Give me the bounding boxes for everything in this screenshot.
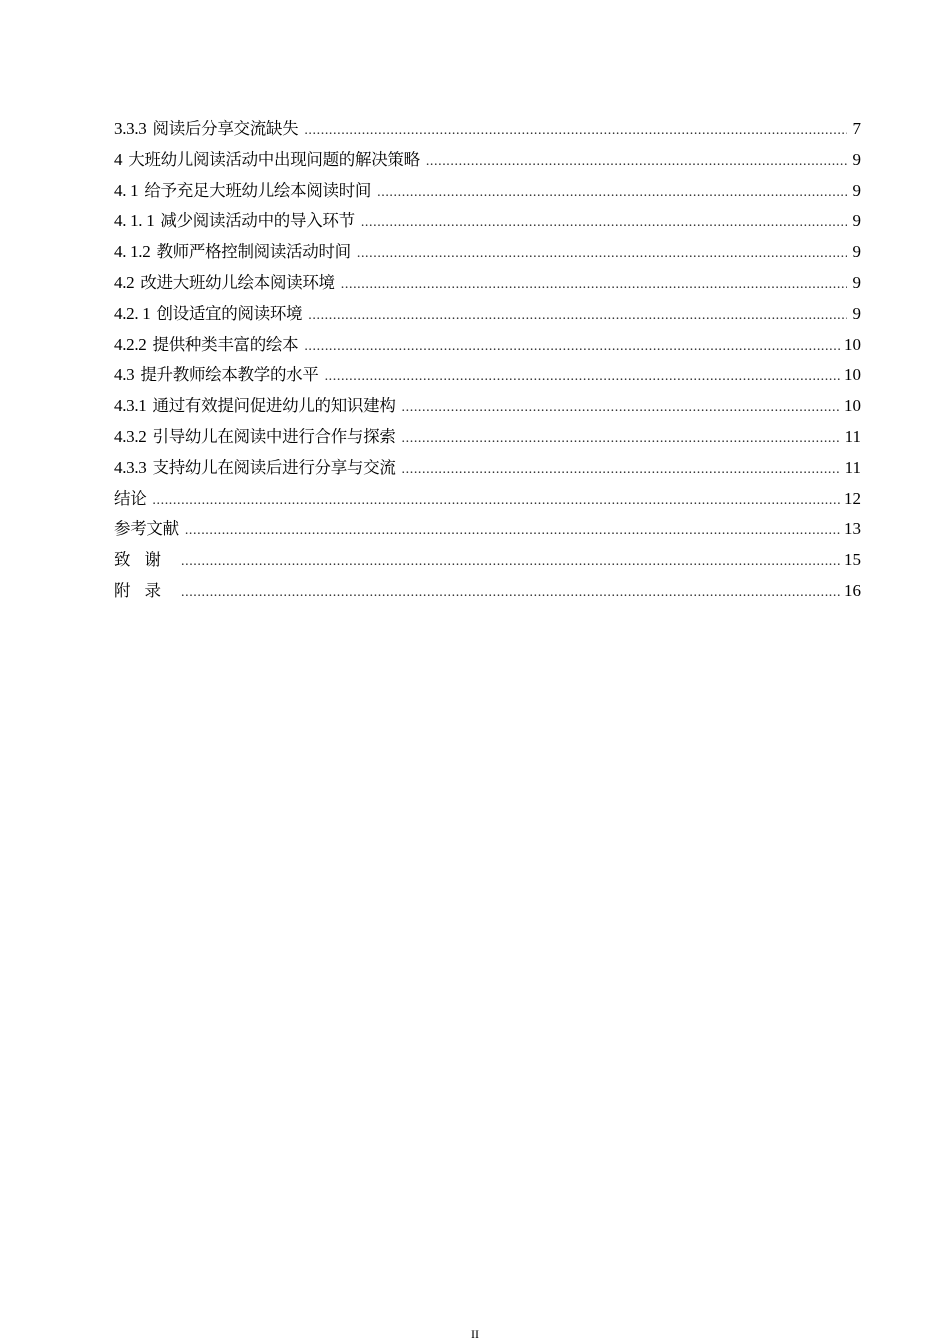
toc-section-number: 4.3.1 <box>114 396 147 416</box>
toc-section-title: 创设适宜的阅读环境 <box>156 303 303 323</box>
toc-page-number: 9 <box>852 272 861 292</box>
toc-page-number: 10 <box>844 396 861 416</box>
toc-entry-4-3[interactable] <box>114 360 861 391</box>
toc-entry-acknowledgements[interactable] <box>114 545 861 576</box>
toc-section-number: 4 <box>114 149 123 169</box>
toc-section-number: 3.3.3 <box>114 119 147 138</box>
toc-section-number: 4.2. 1 <box>114 303 151 323</box>
toc-section-title: 参考文献 <box>114 519 179 539</box>
toc-section-title: 致谢 <box>114 550 175 570</box>
toc-page-number: 9 <box>852 149 861 169</box>
toc-section-title: 提升教师绘本教学的水平 <box>140 365 319 385</box>
toc-page-number: 9 <box>852 211 861 231</box>
toc-leader-dots <box>377 178 847 209</box>
table-of-contents <box>114 114 861 607</box>
toc-section-number: 4. 1. 1 <box>114 211 155 231</box>
toc-section-number: 4.2 <box>114 272 135 292</box>
toc-entry-label <box>114 237 351 268</box>
toc-section-title: 结论 <box>114 488 147 508</box>
toc-leader-dots <box>308 301 847 332</box>
toc-page-number: 9 <box>852 303 861 323</box>
toc-leader-dots <box>361 208 847 239</box>
toc-section-title: 引导幼儿在阅读中进行合作与探索 <box>152 426 396 446</box>
toc-entry-label <box>114 145 420 176</box>
toc-entry-references[interactable] <box>114 514 861 545</box>
toc-section-number: 4. 1 <box>114 180 139 200</box>
toc-entry-4[interactable] <box>114 145 861 176</box>
toc-entry-conclusion[interactable] <box>114 484 861 515</box>
toc-leader-dots <box>402 393 840 424</box>
toc-entry-4-3-1[interactable] <box>114 391 861 422</box>
toc-page-number: 11 <box>844 457 861 477</box>
toc-leader-dots <box>325 362 840 393</box>
toc-entry-4-2-2[interactable] <box>114 330 861 361</box>
toc-section-number: 4.3.3 <box>114 457 147 477</box>
toc-entry-4-1-1[interactable] <box>114 206 861 237</box>
toc-entry-label <box>114 422 396 453</box>
toc-section-number: 4.2.2 <box>114 334 147 354</box>
toc-section-title: 大班幼儿阅读活动中出现问题的解决策略 <box>128 149 420 169</box>
toc-entry-label <box>114 176 371 207</box>
toc-entry-label <box>114 206 355 237</box>
toc-page-number: 10 <box>844 334 861 354</box>
toc-entry-appendix[interactable] <box>114 576 861 607</box>
toc-leader-dots <box>341 270 847 301</box>
toc-section-title: 提供种类丰富的绘本 <box>152 334 299 354</box>
toc-leader-dots <box>357 239 847 270</box>
toc-leader-dots <box>181 578 840 609</box>
toc-section-number: 4.3 <box>114 365 135 385</box>
toc-entry-label <box>114 114 298 145</box>
toc-section-title: 支持幼儿在阅读后进行分享与交流 <box>152 457 396 477</box>
toc-page-number: 10 <box>844 365 861 385</box>
toc-page-number: 15 <box>844 550 861 570</box>
toc-section-title: 附录 <box>114 580 175 600</box>
toc-section-title: 教师严格控制阅读活动时间 <box>156 242 351 262</box>
toc-leader-dots <box>185 516 840 547</box>
toc-leader-dots <box>181 547 840 578</box>
toc-section-title: 改进大班幼儿绘本阅读环境 <box>140 272 335 292</box>
toc-leader-dots <box>402 455 841 486</box>
toc-entry-label <box>114 299 302 330</box>
toc-entry-4-1-2[interactable] <box>114 237 861 268</box>
toc-entry-label <box>114 360 319 391</box>
toc-page-number: 9 <box>852 180 861 200</box>
toc-section-number: 4.3.2 <box>114 426 147 446</box>
toc-page-number: 12 <box>844 488 861 508</box>
toc-entry-3-3-3[interactable] <box>114 114 861 145</box>
toc-leader-dots <box>426 147 847 178</box>
toc-leader-dots <box>304 332 840 363</box>
toc-section-title: 阅读后分享交流缺失 <box>152 119 299 138</box>
toc-leader-dots <box>304 116 847 147</box>
toc-entry-label <box>114 330 298 361</box>
toc-page-number: 11 <box>844 426 861 446</box>
toc-section-title: 给予充足大班幼儿绘本阅读时间 <box>144 180 372 200</box>
toc-page-number: 7 <box>852 119 861 138</box>
toc-page-number: 9 <box>852 242 861 262</box>
toc-leader-dots <box>402 424 841 455</box>
toc-section-number: 4. 1.2 <box>114 242 151 262</box>
toc-entry-label <box>114 268 335 299</box>
toc-entry-4-3-2[interactable] <box>114 422 861 453</box>
toc-entry-4-1[interactable] <box>114 176 861 207</box>
toc-entry-4-3-3[interactable] <box>114 453 861 484</box>
toc-page-number: 13 <box>844 519 861 539</box>
toc-entry-label <box>114 391 396 422</box>
toc-leader-dots <box>152 486 840 517</box>
toc-section-title: 减少阅读活动中的导入环节 <box>160 211 355 231</box>
toc-entry-4-2[interactable] <box>114 268 861 299</box>
toc-section-title: 通过有效提问促进幼儿的知识建构 <box>152 396 396 416</box>
toc-page-number: 16 <box>844 580 861 600</box>
toc-entry-4-2-1[interactable] <box>114 299 861 330</box>
toc-entry-label <box>114 453 396 484</box>
page-footer-number: II <box>471 1327 479 1341</box>
